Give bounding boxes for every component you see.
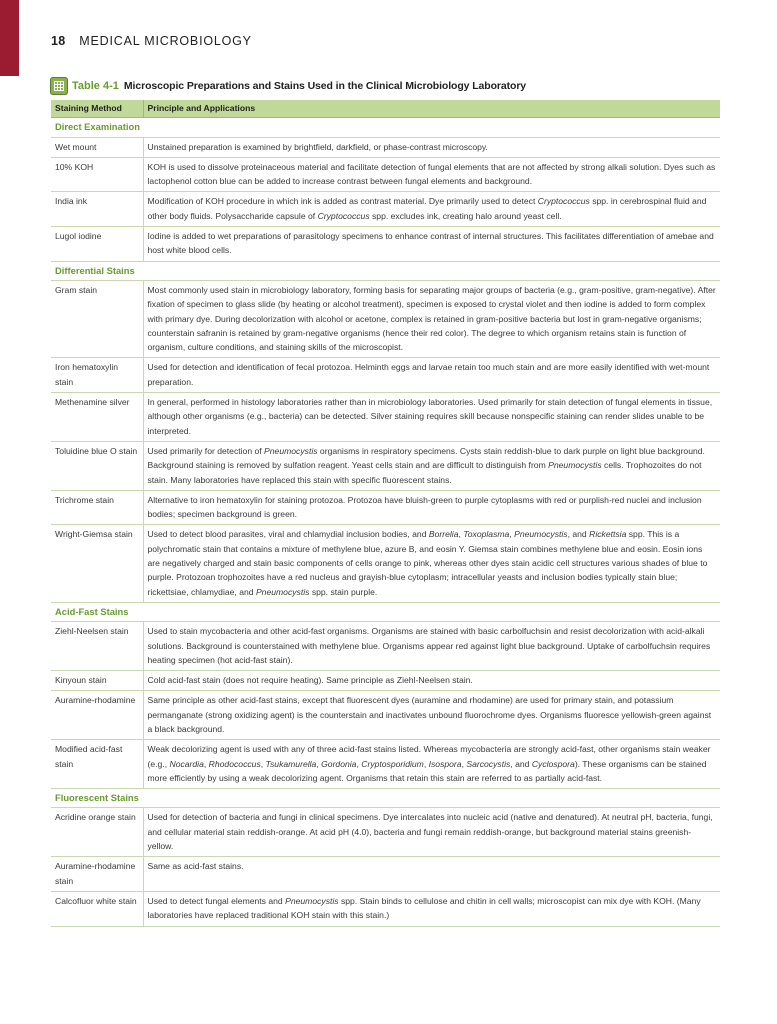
- principle-description: Used to detect blood parasites, viral and chlamydial inclusion bodies, and Borrelia, Toxoplasma, Pneumocystis, and Rickettsia spp. This is a polychromatic stain that contains a mixture of methylene blue, azure B, and eosin Y. Giemsa stain combines methylene blue and eosin. Eosin ions are negatively charged and stain basic components of cells orange to pink, whereas other dyes stain acidic cell structures various shades of blue to purple. Protozoan trophozoites have a red nucleus and grayish-blue cytoplasm; intracellular yeasts and inclusion bodies typically stain blue; rickettsiae, chlamydiae, and Pneumocystis spp. stain purple.: [143, 525, 720, 602]
- principle-description: Unstained preparation is examined by brightfield, darkfield, or phase-contrast microscopy.: [143, 137, 720, 157]
- section-title: Differential Stains: [51, 261, 720, 280]
- page-number: 18: [51, 34, 66, 48]
- principle-description: Same principle as other acid-fast stains, except that fluorescent dyes (auramine and rhodamine) are used for primary stain, and potassium permanganate (strong oxidizing agent) is the counterstain and inactivates unbound fluorochrome dyes. Organisms fluoresce yellowish-green against a black background.: [143, 691, 720, 740]
- table-row: [51, 137, 720, 157]
- book-title: MEDICAL MICROBIOLOGY: [79, 34, 252, 48]
- column-header-principle: Principle and Applications: [143, 100, 720, 118]
- table-title: Microscopic Preparations and Stains Used in the Clinical Microbiology Laboratory: [123, 80, 527, 92]
- staining-method: Wet mount: [51, 137, 143, 157]
- principle-description: Used for detection and identification of fecal protozoa. Helminth eggs and larvae retain too much stain and are more easily identified with wet-mount preparation.: [143, 358, 720, 393]
- column-header-method: Staining Method: [51, 100, 143, 118]
- table-row: [51, 525, 720, 602]
- staining-method: 10% KOH: [51, 157, 143, 192]
- table-row: [51, 227, 720, 262]
- section-title: Direct Examination: [51, 118, 720, 137]
- staining-method: Lugol iodine: [51, 227, 143, 262]
- principle-description: Used primarily for detection of Pneumocystis organisms in respiratory specimens. Cysts stain reddish-blue to dark purple on light blue background. Background staining is removed by sulfation reagent. Yeast cells stain and are difficult to distinguish from Pneumocystis cells. Trophozoites do not stain. Many laboratories have replaced this stain with specific fluorescent stains.: [143, 441, 720, 490]
- table-row: [51, 157, 720, 192]
- table-row: [51, 280, 720, 357]
- table-row: [51, 691, 720, 740]
- table-row: [51, 393, 720, 442]
- principle-description: Weak decolorizing agent is used with any of three acid-fast stains listed. Whereas mycobacteria are strongly acid-fast, other organisms stain weaker (e.g., Nocardia, Rhodococcus, Tsukamurella, Gordonia, Cryptosporidium, Isospora, Sarcocystis, and Cyclospora). These organisms can be stained more efficiently by using a weak decolorizing agent. Organisms that retain this stain are referred to as partially acid-fast.: [143, 740, 720, 789]
- principle-description: Used for detection of bacteria and fungi in clinical specimens. Dye intercalates into nucleic acid (native and denatured). At neutral pH, bacteria, fungi, and cellular material stain reddish-orange. At acid pH (4.0), bacteria and fungi remain reddish-orange, but background material stains greenish-yellow.: [143, 808, 720, 857]
- table-body: [51, 118, 720, 926]
- principle-description: Same as acid-fast stains.: [143, 857, 720, 892]
- staining-method: India ink: [51, 192, 143, 227]
- table-row: [51, 441, 720, 490]
- section-row: [51, 261, 720, 280]
- staining-method: Gram stain: [51, 280, 143, 357]
- table-row: [51, 358, 720, 393]
- staining-method: Kinyoun stain: [51, 671, 143, 691]
- table-number: Table 4-1: [72, 80, 119, 92]
- table-icon: [50, 77, 68, 95]
- table-row: [51, 740, 720, 789]
- running-head: [51, 34, 252, 48]
- staining-method: Ziehl-Neelsen stain: [51, 622, 143, 671]
- section-title: Acid-Fast Stains: [51, 602, 720, 621]
- staining-method: Trichrome stain: [51, 490, 143, 525]
- principle-description: In general, performed in histology laboratories rather than in microbiology laboratories. Used primarily for stain detection of fungal elements in tissue, although other organisms (e.g., bacteria) can be detected. Silver staining requires skill because nonspecific staining can render slides unable to be interpreted.: [143, 393, 720, 442]
- principle-description: KOH is used to dissolve proteinaceous material and facilitate detection of fungal elements that are not affected by strong alkali solution. Dyes such as lactophenol cotton blue can be added to increase contrast between fungal elements and background.: [143, 157, 720, 192]
- section-row: [51, 118, 720, 137]
- staining-method: Calcofluor white stain: [51, 891, 143, 926]
- staining-method: Auramine-rhodamine stain: [51, 857, 143, 892]
- staining-method: Methenamine silver: [51, 393, 143, 442]
- staining-method: Iron hematoxylin stain: [51, 358, 143, 393]
- principle-description: Cold acid-fast stain (does not require heating). Same principle as Ziehl-Neelsen stain.: [143, 671, 720, 691]
- section-row: [51, 789, 720, 808]
- chapter-edge-bar: [0, 0, 19, 76]
- staining-method: Modified acid-fast stain: [51, 740, 143, 789]
- staining-method: Auramine-rhodamine: [51, 691, 143, 740]
- principle-description: Modification of KOH procedure in which ink is added as contrast material. Dye primarily used to detect Cryptococcus spp. in cerebrospinal fluid and other body fluids. Polysaccharide capsule of Cryptococcus spp. excludes ink, creating halo around yeast cell.: [143, 192, 720, 227]
- staining-method: Wright-Giemsa stain: [51, 525, 143, 602]
- table-row: [51, 192, 720, 227]
- table-row: [51, 671, 720, 691]
- section-row: [51, 602, 720, 621]
- table-header-row: [51, 100, 720, 118]
- table-row: [51, 808, 720, 857]
- principle-description: Alternative to iron hematoxylin for staining protozoa. Protozoa have bluish-green to purple cytoplasms with red or purplish-red nuclei and inclusion bodies; specimen background is green.: [143, 490, 720, 525]
- table-row: [51, 857, 720, 892]
- principle-description: Used to stain mycobacteria and other acid-fast organisms. Organisms are stained with basic carbolfuchsin and resist decolorization with acid-alkali solutions. Background is counterstained with methylene blue. Organisms appear red against light blue background. Uptake of carbolfuchsin requires heating specimen (hot acid-fast stain).: [143, 622, 720, 671]
- section-title: Fluorescent Stains: [51, 789, 720, 808]
- table-row: [51, 622, 720, 671]
- staining-method: Acridine orange stain: [51, 808, 143, 857]
- principle-description: Iodine is added to wet preparations of parasitology specimens to enhance contrast of internal structures. This facilitates differentiation of amebae and host white blood cells.: [143, 227, 720, 262]
- principle-description: Most commonly used stain in microbiology laboratory, forming basis for separating major groups of bacteria (e.g., gram-positive, gram-negative). After fixation of specimen to glass slide (by heating or alcohol treatment), specimen is exposed to crystal violet and then iodine is added to form complex with primary dye. During decolorization with alcohol or acetone, complex is retained in gram-positive bacteria but lost in gram-negative organisms; counterstain safranin is retained by gram-negative organisms (hence their red color). The degree to which organism retains stain is function of organism, culture conditions, and staining skills of the microscopist.: [143, 280, 720, 357]
- staining-method: Toluidine blue O stain: [51, 441, 143, 490]
- table-row: [51, 891, 720, 926]
- table-caption: [50, 77, 526, 95]
- stain-table: [51, 100, 720, 927]
- table-row: [51, 490, 720, 525]
- principle-description: Used to detect fungal elements and Pneumocystis spp. Stain binds to cellulose and chitin in cell walls; microscopist can mix dye with KOH. (Many laboratories have replaced traditional KOH stain with this stain.): [143, 891, 720, 926]
